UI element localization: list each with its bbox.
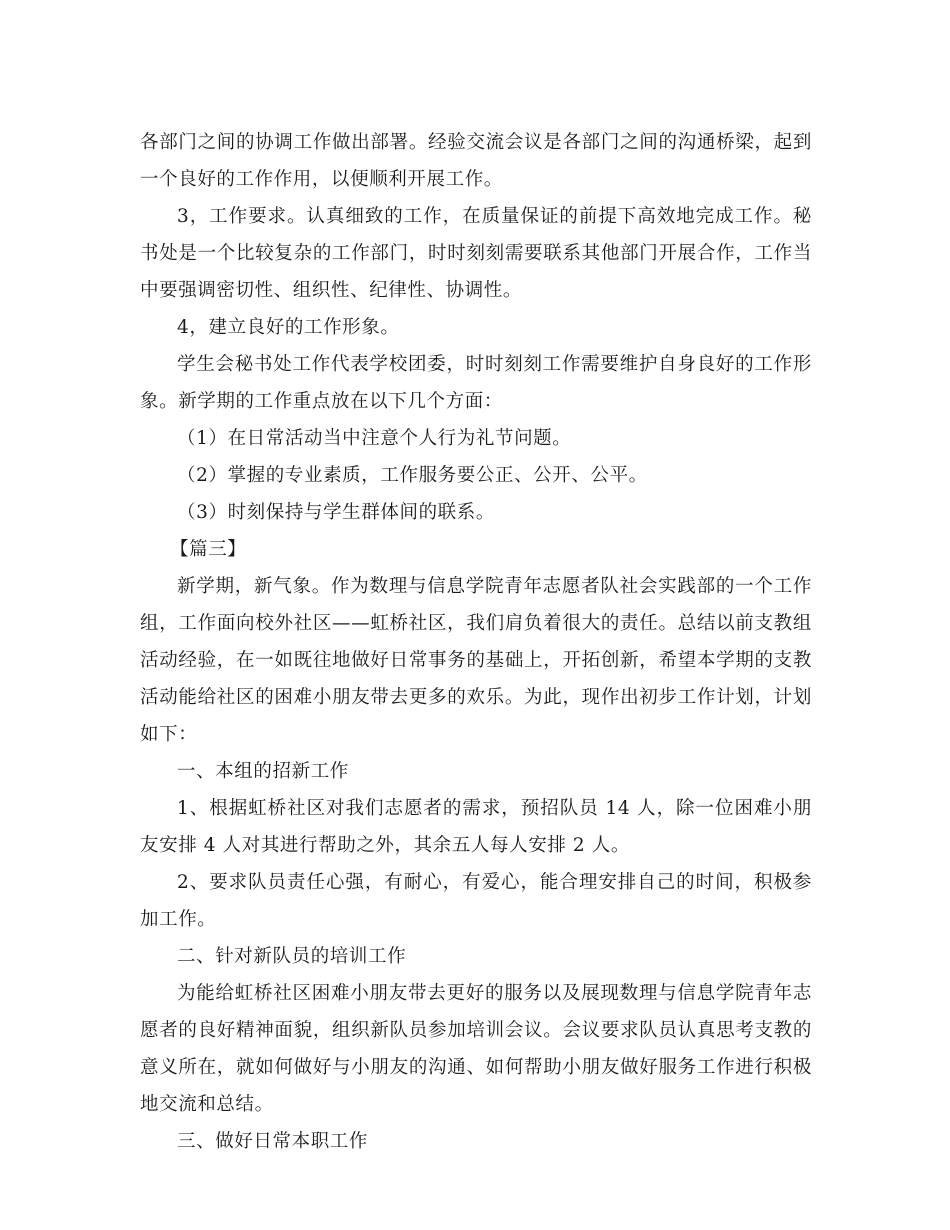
list-item: （3）时刻保持与学生群体间的联系。 bbox=[177, 502, 495, 523]
list-item: （2）掌握的专业素质，工作服务要公正、公开、公平。 bbox=[177, 465, 648, 486]
section-heading: 一、本组的招新工作 bbox=[177, 761, 349, 782]
paragraph: 学生会秘书处工作代表学校团委，时时刻刻工作需要维护自身良好的工作形象。新学期的工作重点放在以下几个方面： bbox=[140, 354, 812, 412]
document-body bbox=[140, 124, 812, 1160]
paragraph: 各部门之间的协调工作做出部署。经验交流会议是各部门之间的沟通桥梁，起到一个良好的工作作用，以便顺利开展工作。 bbox=[140, 132, 812, 190]
section-heading: 三、做好日常本职工作 bbox=[177, 1131, 369, 1152]
list-item: （1）在日常活动当中注意个人行为礼节问题。 bbox=[177, 428, 572, 449]
paragraph: 为能给虹桥社区困难小朋友带去更好的服务以及展现数理与信息学院青年志愿者的良好精神面貌，组织新队员参加培训会议。会议要求队员认真思考支教的意义所在，就如何做好与小朋友的沟通、如何帮助小朋友做好服务工作进行积极地交流和总结。 bbox=[140, 983, 812, 1115]
section-heading: 【篇三】 bbox=[170, 539, 247, 560]
paragraph: 3，工作要求。认真细致的工作，在质量保证的前提下高效地完成工作。秘书处是一个比较复杂的工作部门，时时刻刻需要联系其他部门开展合作，工作当中要强调密切性、组织性、纪律性、协调性。 bbox=[140, 206, 812, 301]
paragraph: 新学期，新气象。作为数理与信息学院青年志愿者队社会实践部的一个工作组，工作面向校外社区——虹桥社区，我们肩负着很大的责任。总结以前支教组活动经验，在一如既往地做好日常事务的基础上，开拓创新，希望本学期的支教活动能给社区的困难小朋友带去更多的欢乐。为此，现作出初步工作计划，计划如下： bbox=[140, 576, 812, 745]
paragraph: 4，建立良好的工作形象。 bbox=[177, 317, 400, 338]
section-heading: 二、针对新队员的培训工作 bbox=[177, 946, 407, 967]
paragraph: 1、根据虹桥社区对我们志愿者的需求，预招队员 14 人，除一位困难小朋友安排 4 人对其进行帮助之外，其余五人每人安排 2 人。 bbox=[140, 798, 812, 856]
paragraph: 2、要求队员责任心强，有耐心，有爱心，能合理安排自己的时间，积极参加工作。 bbox=[140, 872, 812, 930]
